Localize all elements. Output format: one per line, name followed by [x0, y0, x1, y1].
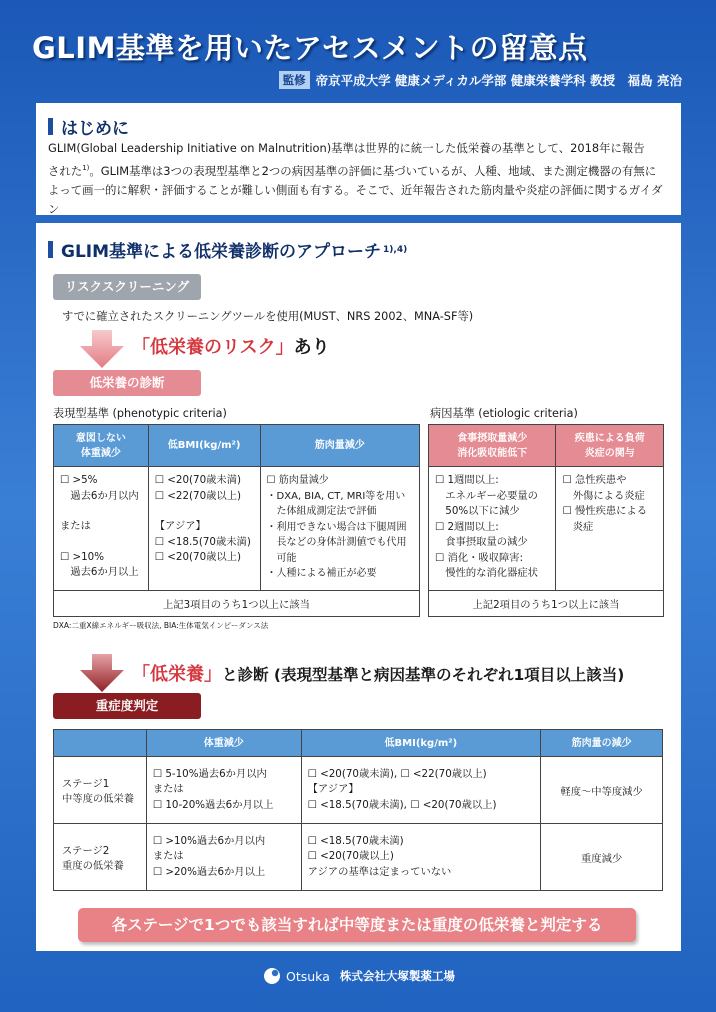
pheno-cell-weight: ☐ >5% 過去6か月以内 または ☐ >10% 過去6か月以上: [54, 467, 149, 591]
stage2-bmi: ☐ <18.5(70歳未満) ☐ <20(70歳以上) アジアの基準は定まっていない: [301, 824, 541, 891]
intro-heading-text: はじめに: [61, 119, 129, 139]
pheno-cell-muscle: ☐ 筋肉量減少 ・DXA, BIA, CT, MRI等を用い た体組成測定法で評価 ・利用できない場合は下腿周囲 長などの身体計測値でも代用 可能 ・人種による補正が必要: [260, 467, 419, 591]
severity-chip: 重症度判定: [53, 693, 201, 719]
sev-header-bmi: 低BMI(kg/m²): [301, 730, 541, 757]
otsuka-logo-icon: [262, 966, 282, 986]
pheno-header-muscle: 筋肉量減少: [260, 425, 419, 467]
stage2-muscle: 重度減少: [541, 824, 663, 891]
sev-header-muscle: 筋肉量の減少: [541, 730, 663, 757]
severity-table: [53, 729, 663, 891]
down-arrow-icon: [80, 330, 124, 368]
supervisor-text: 帝京平成大学 健康メディカル学部 健康栄養学科 教授 福島 亮治: [315, 73, 682, 88]
stage1-name: ステージ1 中等度の低栄養: [54, 757, 147, 824]
diagnosis-chip: 低栄養の診断: [53, 370, 201, 396]
conclusion-banner: 各ステージで1つでも該当すれば中等度または重度の低栄養と判定する: [78, 908, 636, 942]
intro-line-3: よって画一的に解釈・評価することが難しい側面も有する。そこで、近年報告された筋肉量や炎症の評価に関するガイダン: [48, 182, 663, 217]
etio-header-intake: 食事摂取量減少 消化吸収能低下: [429, 425, 556, 467]
footer: [262, 966, 455, 986]
pheno-header-bmi: 低BMI(kg/m²): [148, 425, 260, 467]
supervisor-line: [279, 71, 682, 89]
phenotypic-table: [53, 424, 420, 617]
diagnosis-statement: [132, 660, 624, 686]
supervisor-tag: 監修: [279, 71, 310, 89]
stage2-weight: ☐ >10%過去6か月以内 または ☐ >20%過去6か月以上: [146, 824, 301, 891]
pheno-cell-bmi: ☐ <20(70歳未満) ☐ <22(70歳以上) 【アジア】 ☐ <18.5(70歳未満) ☐ <20(70歳以上): [148, 467, 260, 591]
stage1-bmi: ☐ <20(70歳未満), ☐ <22(70歳以上) 【アジア】 ☐ <18.5(70歳未満), ☐ <20(70歳以上): [301, 757, 541, 824]
etio-footer: 上記2項目のうち1つ以上に該当: [429, 591, 664, 617]
approach-heading: [48, 237, 407, 262]
etio-header-inflammation: 疾患による負荷 炎症の関与: [556, 425, 664, 467]
screening-chip: リスクスクリーニング: [53, 274, 201, 300]
risk-red-text: 「低栄養のリスク」: [132, 337, 294, 358]
diag-red-text: 「低栄養」: [132, 664, 222, 685]
pheno-header-weight: 意図しない 体重減少: [54, 425, 149, 467]
sev-header-blank: [54, 730, 147, 757]
risk-suffix: あり: [293, 337, 330, 358]
intro-heading: [48, 114, 129, 139]
approach-heading-text: GLIM基準による低栄養診断のアプローチ: [61, 242, 382, 262]
abbreviation-note: DXA:二重X線エネルギー吸収法, BIA:生体電気インピーダンス法: [53, 621, 269, 630]
company-name: 株式会社大塚製薬工場: [339, 969, 455, 983]
stage1-weight: ☐ 5-10%過去6か月以内 または ☐ 10-20%過去6か月以上: [146, 757, 301, 824]
heading-bar: [48, 118, 53, 135]
sev-header-weight: 体重減少: [146, 730, 301, 757]
heading-bar: [48, 241, 53, 258]
diag-suffix: と診断 (表現型基準と病因基準のそれぞれ1項目以上該当): [222, 666, 625, 684]
down-arrow-icon: [80, 654, 124, 692]
logo-text: Otsuka: [286, 968, 330, 984]
pheno-caption: 表現型基準 (phenotypic criteria): [53, 407, 227, 420]
otsuka-logo: [262, 966, 330, 986]
etio-caption: 病因基準 (etiologic criteria): [430, 407, 578, 420]
stage2-name: ステージ2 重度の低栄養: [54, 824, 147, 891]
stage1-muscle: 軽度～中等度減少: [541, 757, 663, 824]
intro-line-2: された$^{1)}$。GLIM基準は3つの表現型基準と2つの病因基準の評価に基づいているが、人種、地域、また測定機器の有無に: [48, 163, 657, 178]
etio-cell-intake: ☐ 1週間以上: エネルギー必要量の 50%以下に減少 ☐ 2週間以上: 食事摂取量の減少 ☐ 消化・吸収障害: 慢性的な消化器症状: [429, 467, 556, 591]
risk-statement: [132, 333, 330, 359]
approach-heading-ref: 1),4): [383, 244, 408, 255]
pheno-footer: 上記3項目のうち1つ以上に該当: [54, 591, 420, 617]
etiologic-table: [428, 424, 664, 617]
page-title: GLIM基準を用いたアセスメントの留意点: [32, 31, 588, 65]
intro-line-1: GLIM(Global Leadership Initiative on Malnutrition)基準は世界的に統一した低栄養の基準として、2018年に報告: [48, 141, 645, 155]
etio-cell-inflammation: ☐ 急性疾患や 外傷による炎症 ☐ 慢性疾患による 炎症: [556, 467, 664, 591]
screening-text: すでに確立されたスクリーニングツールを使用(MUST、NRS 2002、MNA-SF等): [62, 310, 474, 323]
